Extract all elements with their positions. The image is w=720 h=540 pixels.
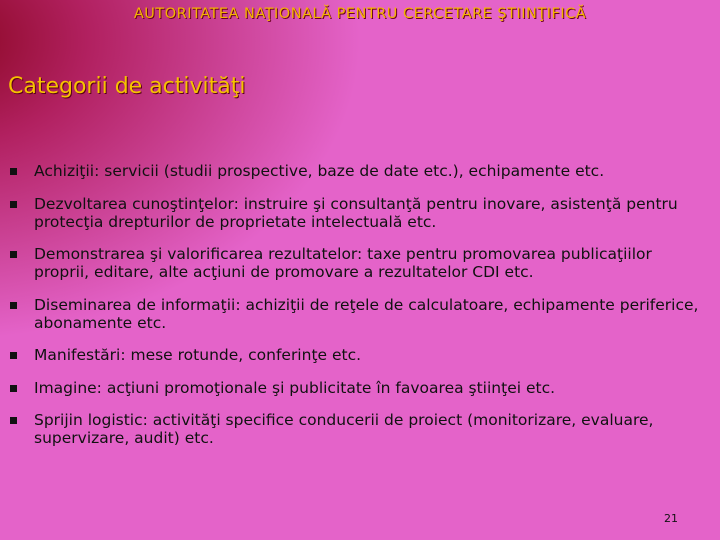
list-item-text: Manifestări: mese rotunde, conferinţe etc. <box>34 346 362 364</box>
page-number: 21 <box>664 512 678 525</box>
list-item <box>0 162 720 180</box>
square-bullet-icon <box>10 201 17 208</box>
list-item <box>0 346 720 364</box>
list-item <box>0 379 720 397</box>
square-bullet-icon <box>10 352 17 359</box>
activity-list <box>0 162 720 462</box>
list-item <box>0 411 720 447</box>
list-item-text: Dezvoltarea cunoştinţelor: instruire şi consultanţă pentru inovare, asistenţă pentru protecţia drepturilor de proprietate intelectuală etc. <box>34 194 678 231</box>
list-item <box>0 195 720 231</box>
list-item-text: Demonstrarea şi valorificarea rezultatelor: taxe pentru promovarea publicaţiilor proprii, editare, alte acţiuni de promovare a rezultatelor CDI etc. <box>34 245 652 281</box>
square-bullet-icon <box>10 417 17 424</box>
list-item <box>0 296 720 332</box>
list-item-text: Imagine: acţiuni promoţionale şi publicitate în favoarea ştiinţei etc. <box>34 378 556 397</box>
list-item <box>0 245 720 281</box>
list-item-text: Achiziţii: servicii (studii prospective, baze de date etc.), echipamente etc. <box>34 162 605 180</box>
square-bullet-icon <box>10 302 17 309</box>
list-item-text: Diseminarea de informaţii: achiziţii de reţele de calculatoare, echipamente periferice, abonamente etc. <box>34 295 699 332</box>
list-item-text: Sprijin logistic: activităţi specifice conducerii de proiect (monitorizare, evaluare, supervizare, audit) etc. <box>34 411 654 447</box>
square-bullet-icon <box>10 168 17 175</box>
square-bullet-icon <box>10 251 17 258</box>
organization-title: AUTORITATEA NAŢIONALĂ PENTRU CERCETARE ŞTIINŢIFICĂ <box>133 6 587 22</box>
slide-heading: Categorii de activităţi <box>8 74 246 99</box>
square-bullet-icon <box>10 385 17 392</box>
